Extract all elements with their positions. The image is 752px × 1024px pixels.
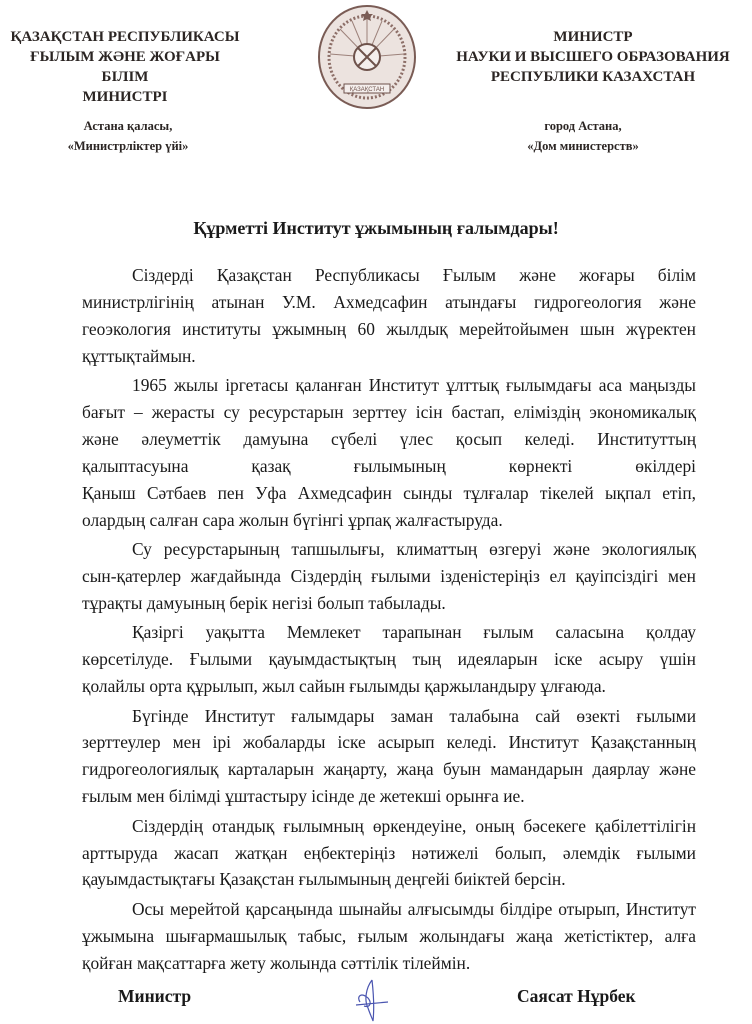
paragraph-line: 1965 жылы іргетасы қаланған Институт ұлттық ғылымдағы аса маңызды xyxy=(132,375,696,396)
header-line: РЕСПУБЛИКИ КАЗАХСТАН xyxy=(490,69,696,85)
paragraph-line: құттықтаймын. xyxy=(82,345,196,366)
header-left-ministry-kz xyxy=(8,27,242,107)
paragraph xyxy=(82,896,696,977)
paragraph-line: қауымдастықтағы Қазақстан ғылымының деңгейі биіктей берсін. xyxy=(82,869,566,890)
address-left xyxy=(28,116,228,156)
address-right xyxy=(483,116,683,156)
handwritten-signature xyxy=(352,978,392,1022)
paragraph-line: ғылым мен білімді ұштастыру ісінде де жетекші орынға ие. xyxy=(82,786,525,807)
paragraph-line: гидрогеологиялық карталарын жаңарту, жаңа буын мамандарын даярлау және xyxy=(82,759,696,780)
paragraph xyxy=(82,372,696,533)
paragraph-line: және әлеуметтік дамуына сүбелі үлес қосып келеді. Институттың xyxy=(82,428,696,449)
header-line: ҒЫЛЫМ ЖӘНЕ ЖОҒАРЫ БІЛІМ xyxy=(30,49,220,85)
paragraph-line: Су ресурстарының тапшылығы, климаттың өзгеруі және экологиялық xyxy=(132,539,696,560)
paragraph-line: қойған мақсаттарға жету жолында сәттілік тілеймін. xyxy=(82,952,471,973)
paragraph-line: Қаныш Сәтбаев пен Уфа Ахмедсафин сынды тұлғалар тікелей ықпал етіп, xyxy=(82,482,696,503)
paragraph xyxy=(82,536,696,617)
paragraph xyxy=(82,262,696,370)
paragraph-line: геоэкология институты ұжымның 60 жылдық мерейтойымен шын жүректен xyxy=(82,318,696,339)
paragraph-line: ұжымына шығармашылық табыс, ғылым жолындағы жаңа жетістіктер, алға xyxy=(82,925,696,946)
address-line: «Министрліктер үйі» xyxy=(67,139,189,153)
paragraph-line: Бүгінде Институт ғалымдары заман талабына сай өзекті ғылыми xyxy=(132,705,696,726)
paragraph-line: сын-қатерлер жағдайында Сіздердің ғылыми ізденістеріңіз ел қауіпсіздігі мен xyxy=(82,565,696,586)
header-right-ministry-ru xyxy=(452,27,734,87)
paragraph-line: Сіздерді Қазақстан Республикасы Ғылым және жоғары білім xyxy=(132,265,696,285)
paragraph-line: министрлігінің атынан У.М. Ахмедсафин атындағы гидрогеология және xyxy=(82,291,696,312)
paragraph-line: тұрақты дамуының берік негізі болып табылады. xyxy=(82,592,446,613)
state-emblem-icon xyxy=(316,4,418,110)
paragraph xyxy=(82,813,696,894)
header-line: ҚАЗАҚСТАН РЕСПУБЛИКАСЫ xyxy=(10,29,240,45)
signatory-name: Саясат Нұрбек xyxy=(517,986,636,1006)
paragraph-line: Қазіргі уақытта Мемлекет тарапынан ғылым саласына қолдау xyxy=(132,622,696,643)
paragraph-line: зерттеулер мен ірі жобаларды іске асырып келеді. Институт Қазақстанның xyxy=(82,732,696,753)
address-line: Астана қаласы, xyxy=(83,119,173,133)
signatory-role: Министр xyxy=(118,986,192,1006)
paragraph-line: қолайлы орта құрылып, жыл сайын ғылымды қаржыландыру ұлғаюда. xyxy=(82,676,606,697)
paragraph-line: көрсетілуде. Ғылыми қауымдастықтың тың идеяларын іске асыру үшін xyxy=(82,649,696,670)
letter-body xyxy=(82,262,696,979)
paragraph-line: Сіздердің отандық ғылымның өркендеуіне, оның бәсекеге қабілеттілігін xyxy=(132,815,696,836)
paragraph-line: қалыптасуына қазақ ғылымының көрнекті өкілдері xyxy=(82,455,696,476)
paragraph-line: бағыт – жерасты су ресурстарын зерттеу ісін бастап, еліміздің экономикалық xyxy=(82,402,696,423)
emblem-ribbon-text: ҚАЗАҚСТАН xyxy=(349,87,385,93)
header-line: МИНИСТРІ xyxy=(82,89,168,105)
paragraph xyxy=(82,619,696,700)
paragraph xyxy=(82,703,696,811)
address-line: «Дом министерств» xyxy=(527,139,639,153)
paragraph-line: Осы мерейтой қарсаңында шынайы алғысымды білдіре отырып, Институт xyxy=(132,898,696,919)
paragraph-line: олардың салған сара жолын бүгінгі ұрпақ жалғастыруда. xyxy=(82,509,503,530)
letter-salutation: Құрметті Институт ұжымының ғалымдары! xyxy=(193,218,559,238)
address-line: город Астана, xyxy=(544,119,622,133)
header-line: МИНИСТР xyxy=(553,29,633,45)
header-line: НАУКИ И ВЫСШЕГО ОБРАЗОВАНИЯ xyxy=(456,49,730,65)
paragraph-line: арттыруда жасап жатқан еңбектеріңіз нәтижелі болып, әлемдік ғылыми xyxy=(82,842,696,863)
